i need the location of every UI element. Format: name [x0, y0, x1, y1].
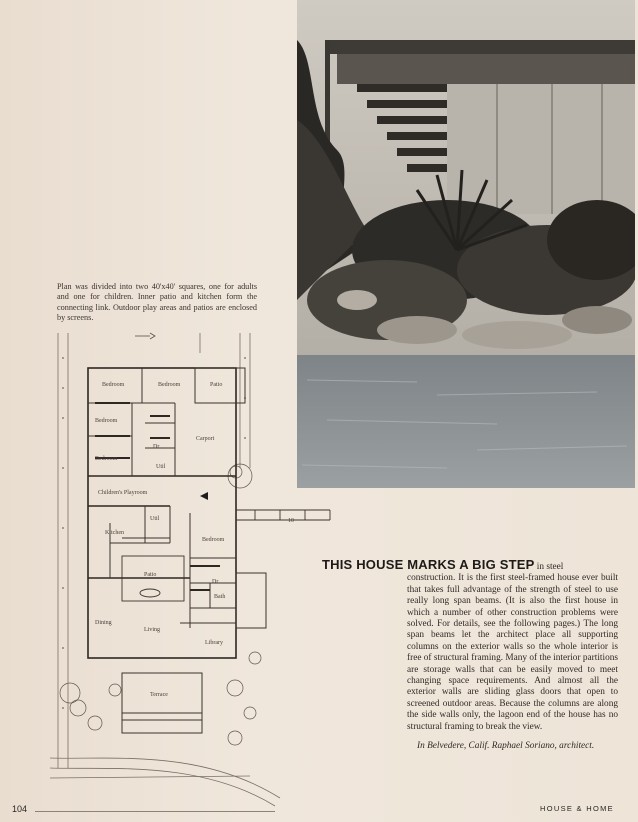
room-playroom: Children's Playroom	[98, 490, 148, 496]
magazine-name: HOUSE & HOME	[540, 804, 614, 813]
room-dr: Dr	[212, 579, 219, 585]
room-kitchen: Kitchen	[105, 530, 124, 536]
folio-rule	[35, 811, 275, 812]
room-dr: Dr	[153, 444, 160, 450]
room-library: Library	[205, 640, 223, 646]
article-credit: In Belvedere, Calif. Raphael Soriano, architect.	[417, 741, 595, 752]
entry-arrow-icon	[200, 492, 208, 500]
room-util: Util	[150, 516, 160, 522]
room-living: Living	[144, 627, 160, 633]
article-lead: in steel	[536, 562, 564, 572]
house-photograph	[297, 0, 635, 488]
room-bedroom: Bedroom	[102, 382, 125, 388]
room-bedroom: Bedroom	[95, 418, 118, 424]
room-dining: Dining	[95, 620, 112, 626]
article-headline: THIS HOUSE MARKS A BIG STEP	[322, 557, 535, 572]
scale-label: 10	[288, 518, 294, 524]
room-carport: Carport	[196, 436, 215, 442]
room-bath: Bath	[214, 594, 226, 600]
floor-plan	[50, 328, 340, 808]
room-terrace: Terrace	[150, 692, 168, 698]
article-body	[322, 559, 618, 752]
room-util: Util	[156, 464, 166, 470]
page-number: 104	[12, 804, 28, 814]
room-bedroom: Bedroom	[95, 456, 118, 462]
article-text: construction. It is the first steel-framed house ever built that takes full advantage of the strength of steel to use really long span beams. (It is also the first house in which a number of other construction problems were solved. For details, see the following pages.) The long span beams let the architect place all supporting columns on the exterior walls so the whole interior is free of structural framing. Many of the interior partitions are storage walls that can be easily moved to meet changing space requirements. And almost all the exterior walls are sliding glass doors that open to screened outdoor areas. Because the columns are along the side walls only, the lagoon end of the house has no structural framing to break the view.	[407, 573, 618, 732]
room-bedroom: Bedroom	[202, 537, 225, 543]
room-patio: Patio	[210, 382, 223, 388]
room-bedroom: Bedroom	[158, 382, 181, 388]
room-patio: Patio	[144, 572, 157, 578]
plan-caption: Plan was divided into two 40'x40' squares, one for adults and one for children. Inner patio and kitchen form the connecting link. Outdoor play areas and patios are enclosed by screens.	[57, 282, 257, 323]
